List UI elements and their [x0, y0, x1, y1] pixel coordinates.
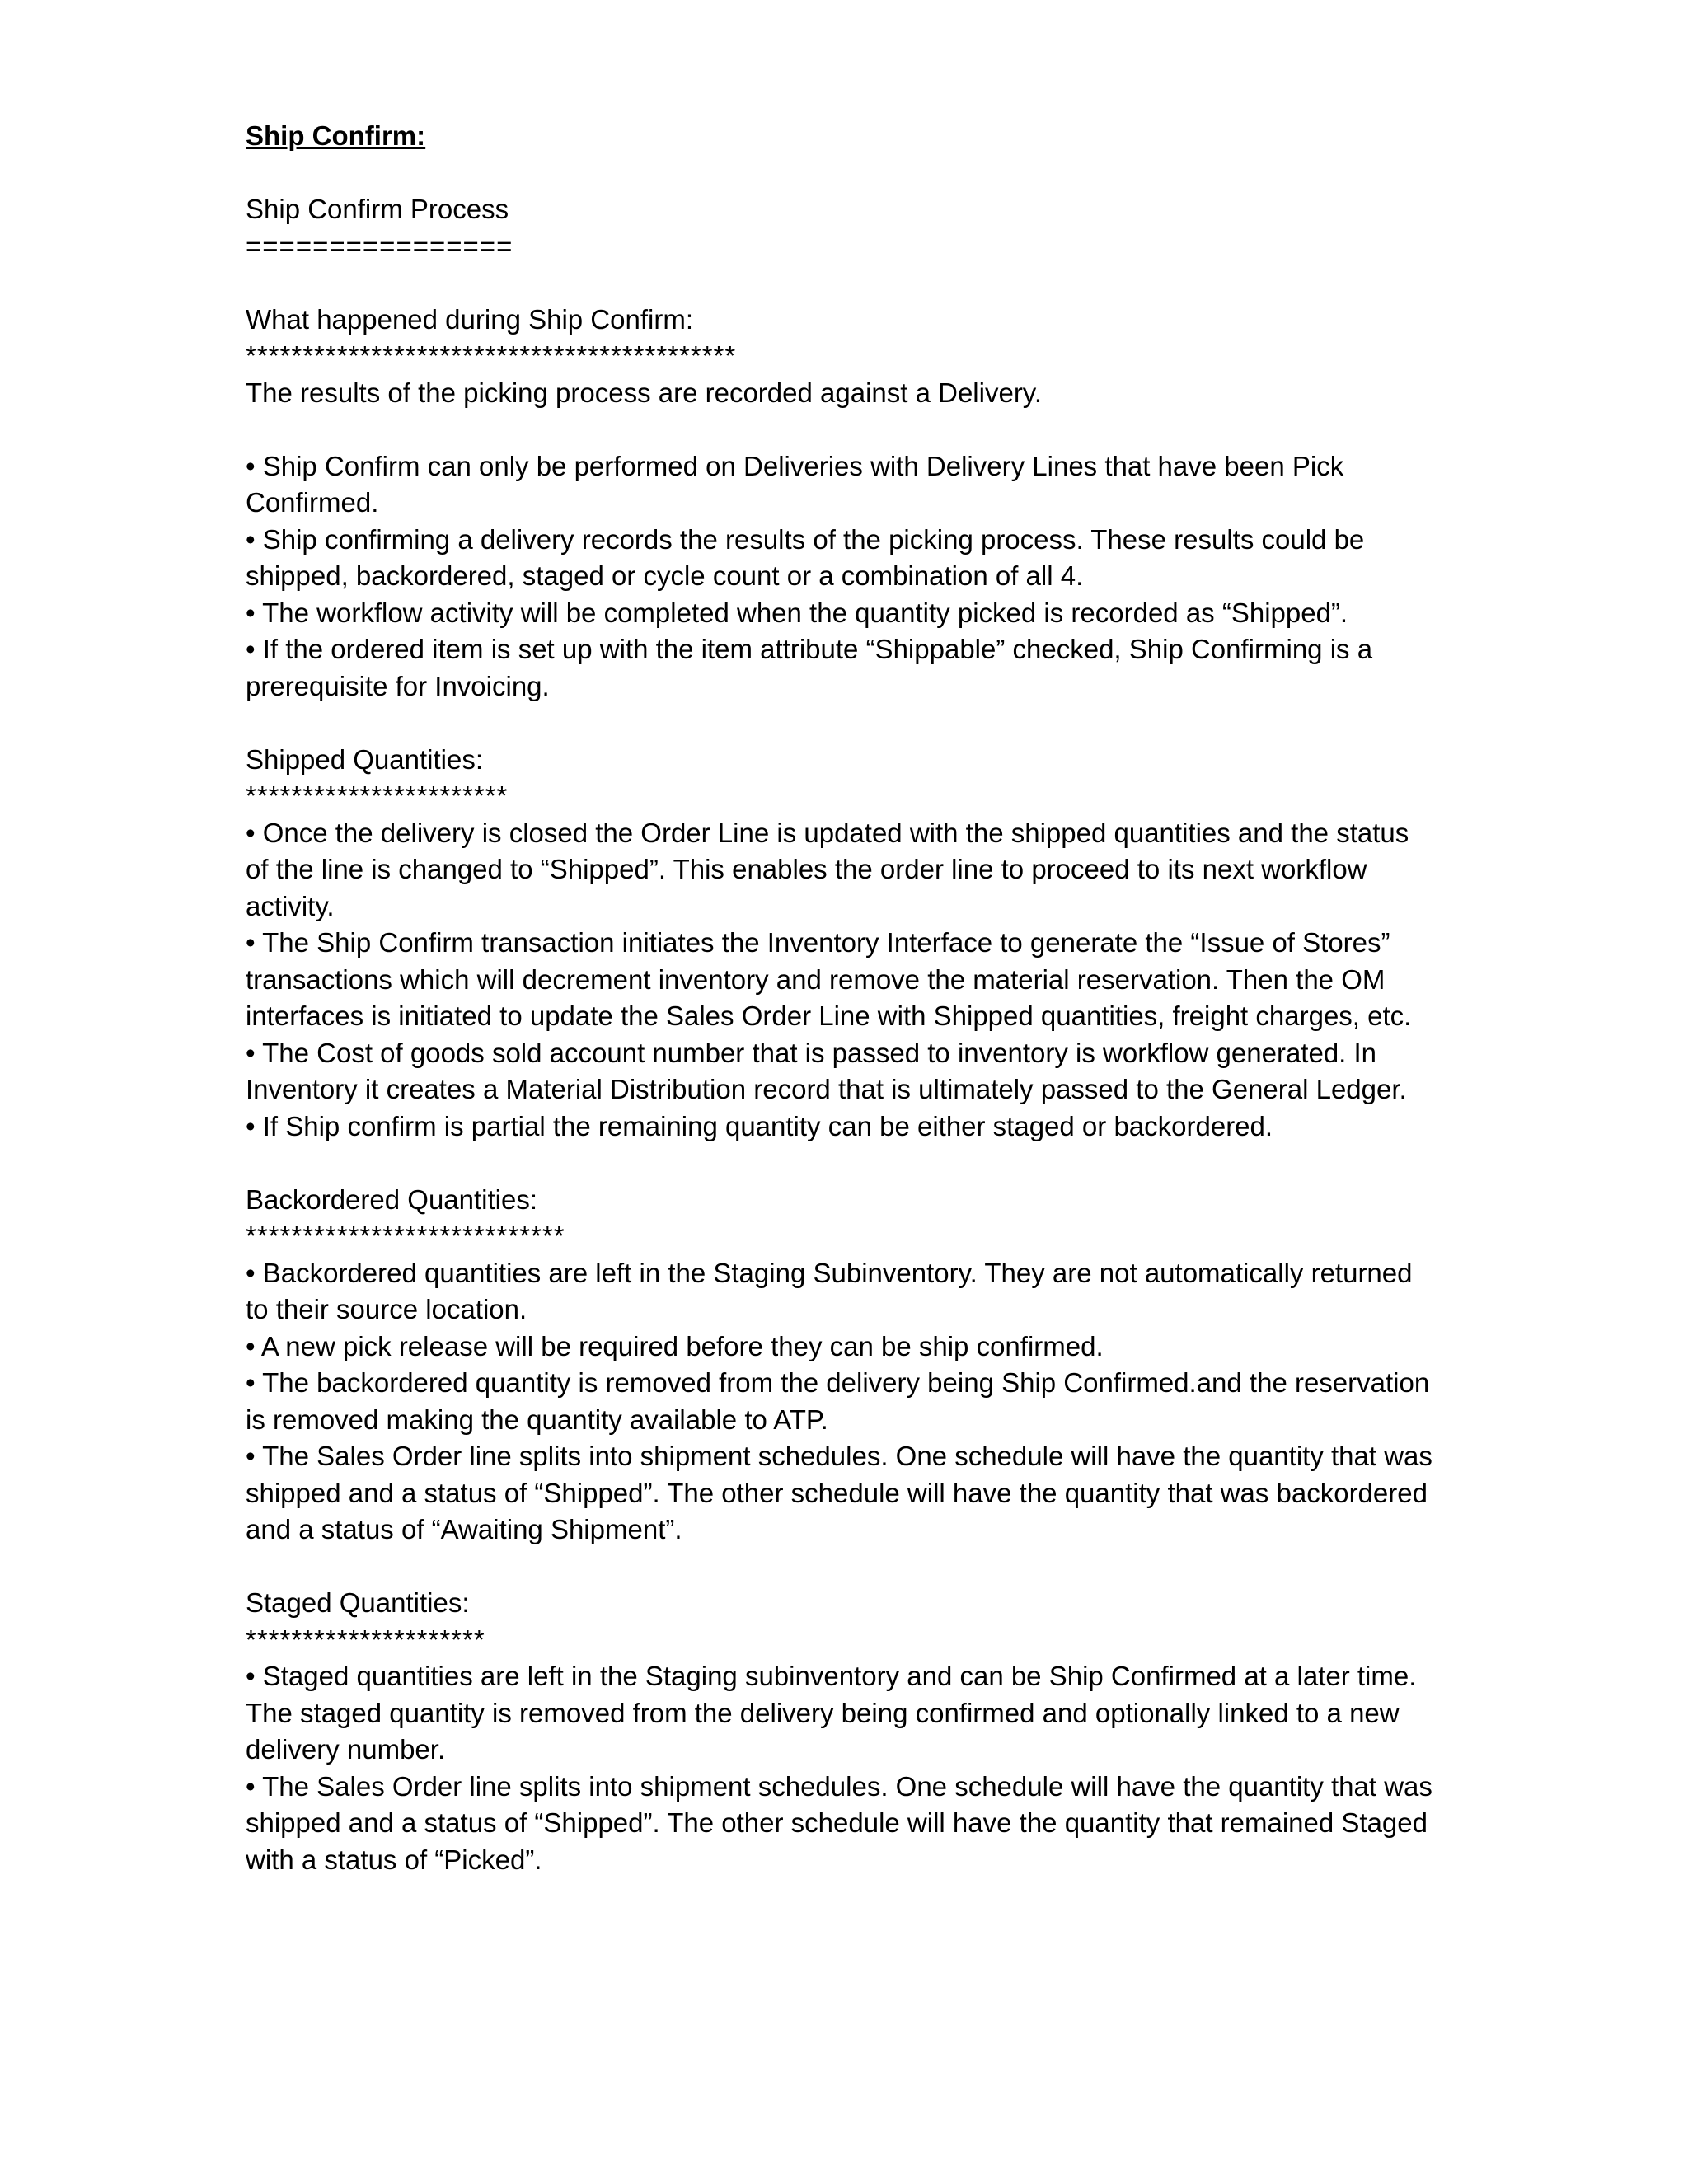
- spacer: [246, 265, 1437, 302]
- process-rule: ================: [246, 230, 513, 261]
- section-rule: ***********************: [246, 780, 509, 811]
- section-heading: Shipped Quantities:: [246, 743, 484, 775]
- bullet-item: • If Ship confirm is partial the remaining quantity can be either staged or backordered.: [246, 1110, 1273, 1141]
- bullet-item: • The backordered quantity is removed from the delivery being Ship Confirmed.and the reservation is removed making the quantity available to ATP.: [246, 1367, 1430, 1435]
- bullet-item: • The Sales Order line splits into shipment schedules. One schedule will have the quantity that was shipped and a status of “Shipped”. The other schedule will have the quantity that remained Staged with a status of “Picked”.: [246, 1770, 1432, 1875]
- bullet-item: • Ship Confirm can only be performed on Deliveries with Delivery Lines that have been Pick Confirmed.: [246, 450, 1344, 518]
- section-rule: ****************************: [246, 1221, 565, 1251]
- section-heading: What happened during Ship Confirm:: [246, 303, 693, 335]
- bullet-item: • A new pick release will be required before they can be ship confirmed.: [246, 1330, 1104, 1361]
- bullet-item: • The Ship Confirm transaction initiates the Inventory Interface to generate the “Issue of Stores” transactions which will decrement inventory and remove the material reservation. Then the OM interfaces is initiated to update the Sales Order Line with Shipped quantities, freight charges, etc.: [246, 927, 1412, 1031]
- spacer: [246, 1145, 1437, 1182]
- bullet-item: • If the ordered item is set up with the item attribute “Shippable” checked, Ship Confirming is a prerequisite for Invoicing.: [246, 634, 1373, 701]
- document-page: [246, 118, 1437, 1878]
- spacer: [246, 1549, 1437, 1586]
- section-heading: Backordered Quantities:: [246, 1183, 538, 1215]
- section-heading: Staged Quantities:: [246, 1587, 470, 1618]
- bullet-item: • The Cost of goods sold account number that is passed to inventory is workflow generated. In Inventory it creates a Material Distribution record that is ultimately passed to the General Ledger.: [246, 1037, 1407, 1104]
- section-intro: The results of the picking process are recorded against a Delivery.: [246, 377, 1043, 408]
- bullet-item: • The Sales Order line splits into shipment schedules. One schedule will have the quantity that was shipped and a status of “Shipped”. The other schedule will have the quantity that was backordered and a status of “Awaiting Shipment”.: [246, 1441, 1432, 1544]
- process-heading: Ship Confirm Process: [246, 194, 509, 224]
- bullet-item: • The workflow activity will be completed when the quantity picked is recorded as “Shipped”.: [246, 597, 1348, 628]
- section-rule: *******************************************: [246, 340, 737, 371]
- bullet-item: • Once the delivery is closed the Order Line is updated with the shipped quantities and the status of the line is changed to “Shipped”. This enables the order line to proceed to its next workflow activity.: [246, 817, 1409, 921]
- bullet-item: • Staged quantities are left in the Staging subinventory and can be Ship Confirmed at a later time. The staged quantity is removed from the delivery being confirmed and optionally linked to a new delivery number.: [246, 1661, 1417, 1765]
- spacer: [246, 155, 1437, 192]
- bullet-item: • Ship confirming a delivery records the results of the picking process. These results could be shipped, backordered, staged or cycle count or a combination of all 4.: [246, 523, 1365, 591]
- spacer: [246, 411, 1437, 448]
- bullet-item: • Backordered quantities are left in the Staging Subinventory. They are not automatically returned to their source location.: [246, 1257, 1413, 1324]
- document-title: Ship Confirm:: [246, 120, 426, 151]
- spacer: [246, 705, 1437, 742]
- section-rule: *********************: [246, 1624, 485, 1655]
